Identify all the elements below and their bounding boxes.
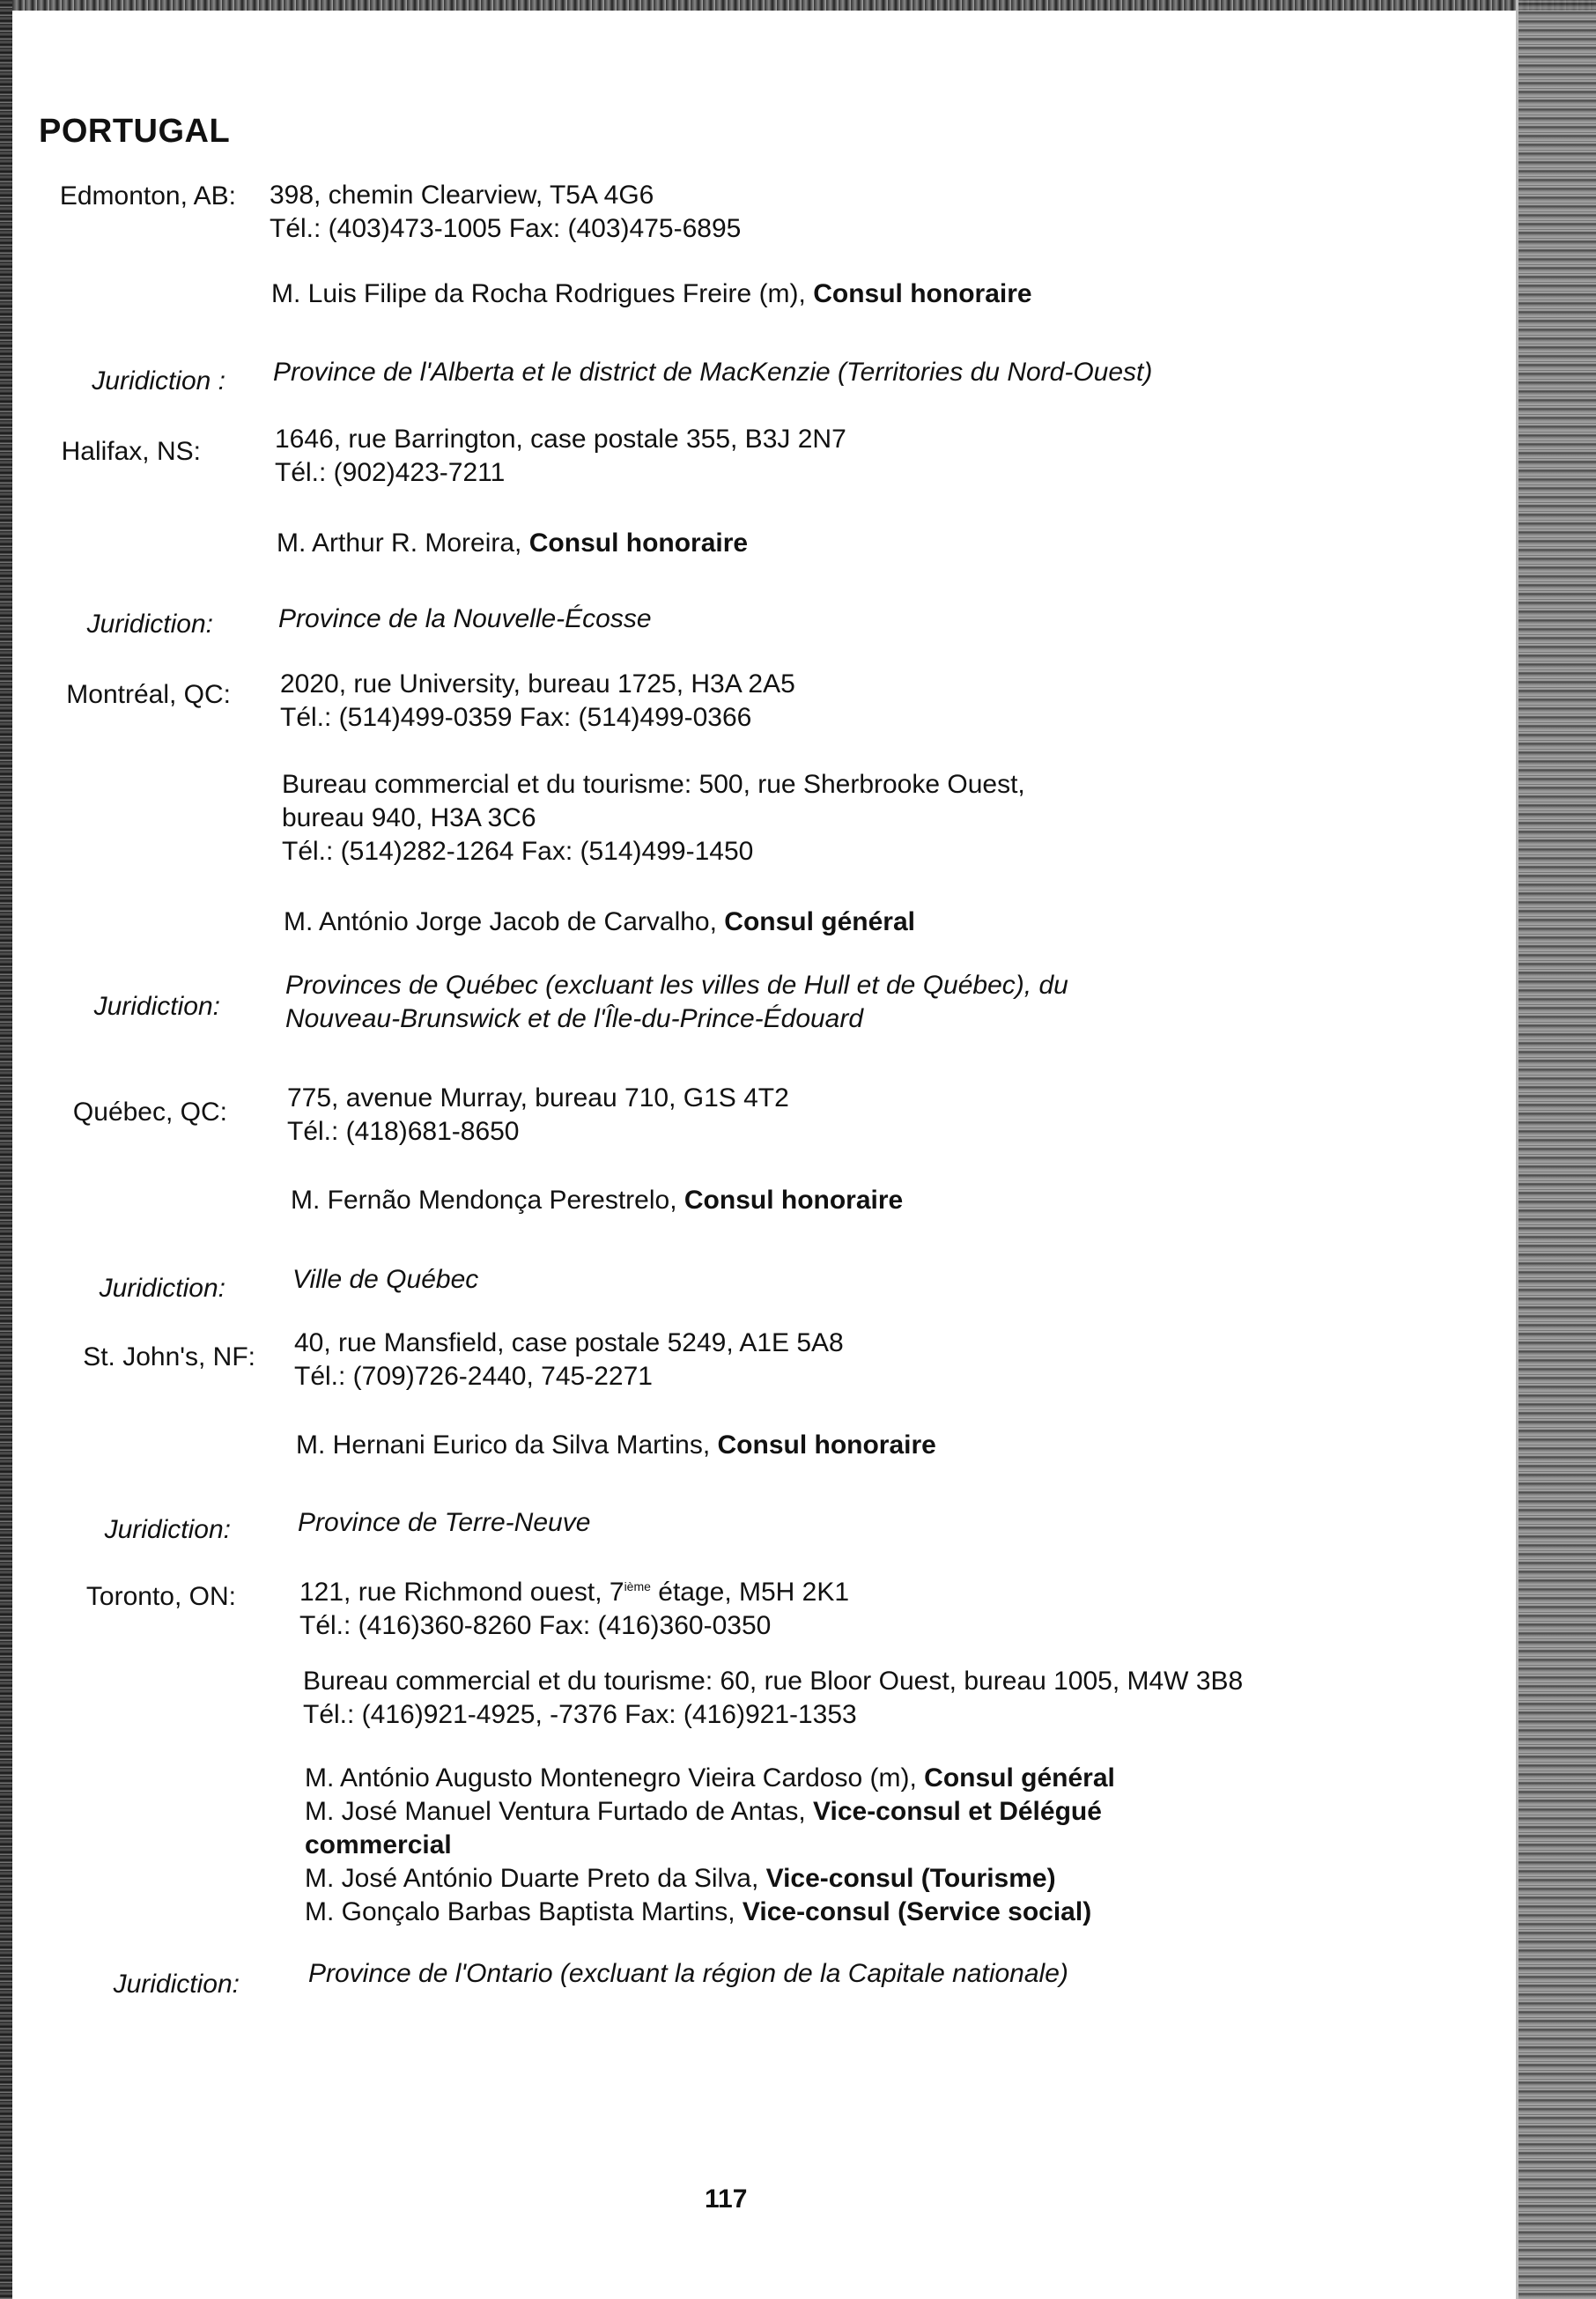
city-label: St. John's, NF:: [83, 1342, 255, 1371]
jurisdiction-label: Juridiction:: [86, 610, 213, 639]
office-phone-line: Tél.: (416)921-4925, -7376 Fax: (416)921-1353: [303, 1700, 857, 1729]
address-line: 2020, rue University, bureau 1725, H3A 2A5: [280, 669, 795, 699]
jurisdiction-text: Province de l'Ontario (excluant la région de la Capitale nationale): [308, 1959, 1068, 1988]
jurisdiction-label: Juridiction :: [92, 366, 225, 395]
person-line: [305, 1896, 1115, 1929]
office-line: Bureau commercial et du tourisme: 60, rue Bloor Ouest, bureau 1005, M4W 3B8: [303, 1667, 1244, 1696]
jurisdiction-text: [285, 969, 1068, 1036]
jurisdiction-line: Provinces de Québec (excluant les villes de Hull et de Québec), du: [285, 971, 1068, 1000]
person-line: [305, 1829, 1115, 1862]
address-block: [280, 668, 795, 735]
phone-line: Tél.: (416)360-8260 Fax: (416)360-0350: [299, 1611, 772, 1640]
person-name: M. José Manuel Ventura Furtado de Antas,: [305, 1797, 806, 1826]
person-line: [271, 277, 1032, 311]
phone-line: Tél.: (902)423-7211: [275, 458, 506, 487]
jurisdiction-label: Juridiction:: [93, 992, 220, 1021]
office-block: [303, 1665, 1243, 1732]
scan-edge-right: [1518, 0, 1596, 2299]
city-label: Edmonton, AB:: [59, 181, 236, 211]
person-title: Vice-consul (Tourisme): [765, 1864, 1056, 1893]
jurisdiction-text: Province de l'Alberta et le district de MacKenzie (Territories du Nord-Ouest): [273, 358, 1153, 387]
office-block: [282, 768, 1025, 869]
address-block: [287, 1082, 789, 1149]
city-label: Toronto, ON:: [85, 1582, 236, 1611]
scan-edge-left: [0, 0, 12, 2299]
address-block: [270, 179, 741, 246]
jurisdiction-text: Province de la Nouvelle-Écosse: [278, 604, 652, 633]
person-name: M. José António Duarte Preto da Silva,: [305, 1864, 759, 1893]
person-name: M. António Jorge Jacob de Carvalho,: [284, 907, 717, 936]
person-title: Consul honoraire: [683, 1186, 904, 1215]
person-line: [296, 1429, 936, 1462]
phone-line: Tél.: (514)499-0359 Fax: (514)499-0366: [280, 703, 752, 732]
phone-line: Tél.: (709)726-2440, 745-2271: [294, 1362, 653, 1391]
person-name: M. António Augusto Montenegro Vieira Cardoso (m),: [305, 1763, 917, 1793]
city-label: Montréal, QC:: [66, 680, 231, 709]
jurisdiction-text: Ville de Québec: [292, 1265, 479, 1294]
city-label: Québec, QC:: [72, 1098, 227, 1127]
person-title: Consul général: [924, 1763, 1115, 1793]
person-name: M. Arthur R. Moreira,: [277, 529, 522, 558]
person-line: [305, 1762, 1115, 1795]
page-number: 117: [705, 2184, 748, 2214]
person-title: Consul général: [724, 907, 916, 936]
phone-line: Tél.: (403)473-1005 Fax: (403)475-6895: [270, 214, 742, 243]
office-phone-line: Tél.: (514)282-1264 Fax: (514)499-1450: [282, 837, 754, 866]
office-line: bureau 940, H3A 3C6: [282, 803, 536, 832]
person-line: [291, 1184, 903, 1217]
person-title: Consul honoraire: [813, 279, 1032, 308]
person-line: [277, 527, 748, 560]
person-line: [305, 1795, 1115, 1829]
person-name: M. Gonçalo Barbas Baptista Martins,: [305, 1897, 735, 1926]
person-title: commercial: [305, 1830, 452, 1859]
address-line: [299, 1570, 849, 1609]
address-line: 398, chemin Clearview, T5A 4G6: [270, 181, 654, 210]
person-line: [305, 1862, 1115, 1896]
person-name: M. Hernani Eurico da Silva Martins,: [296, 1430, 711, 1460]
office-line: Bureau commercial et du tourisme: 500, rue Sherbrooke Ouest,: [282, 770, 1025, 799]
person-name: M. Fernão Mendonça Perestrelo,: [291, 1186, 677, 1215]
jurisdiction-label: Juridiction:: [99, 1274, 225, 1303]
phone-line: Tél.: (418)681-8650: [287, 1117, 520, 1146]
jurisdiction-line: Nouveau-Brunswick et de l'Île-du-Prince-Édouard: [285, 1004, 864, 1033]
jurisdiction-label: Juridiction:: [113, 1970, 240, 1999]
country-heading: PORTUGAL: [39, 113, 231, 150]
person-line: [284, 906, 915, 939]
address-block: [275, 423, 846, 490]
person-title: Consul honoraire: [528, 529, 749, 558]
person-name: M. Luis Filipe da Rocha Rodrigues Freire (m),: [271, 279, 806, 308]
person-title: Vice-consul (Service social): [742, 1897, 1092, 1926]
city-label: Halifax, NS:: [61, 437, 201, 466]
staff-list: [305, 1762, 1115, 1929]
jurisdiction-text: Province de Terre-Neuve: [298, 1508, 591, 1537]
jurisdiction-label: Juridiction:: [104, 1515, 231, 1544]
address-text: étage, M5H 2K1: [650, 1578, 850, 1607]
address-line: 40, rue Mansfield, case postale 5249, A1E 5A8: [294, 1328, 844, 1357]
address-line: 1646, rue Barrington, case postale 355, B3J 2N7: [275, 425, 846, 454]
address-line: 775, avenue Murray, bureau 710, G1S 4T2: [287, 1083, 789, 1113]
person-title: Consul honoraire: [717, 1430, 936, 1460]
address-block: [299, 1570, 849, 1643]
person-title: Vice-consul et Délégué: [813, 1797, 1102, 1826]
address-text: 121, rue Richmond ouest, 7: [299, 1578, 624, 1607]
scan-edge-top: [0, 0, 1596, 11]
floor-suffix: ième: [624, 1579, 651, 1593]
address-block: [294, 1327, 844, 1393]
